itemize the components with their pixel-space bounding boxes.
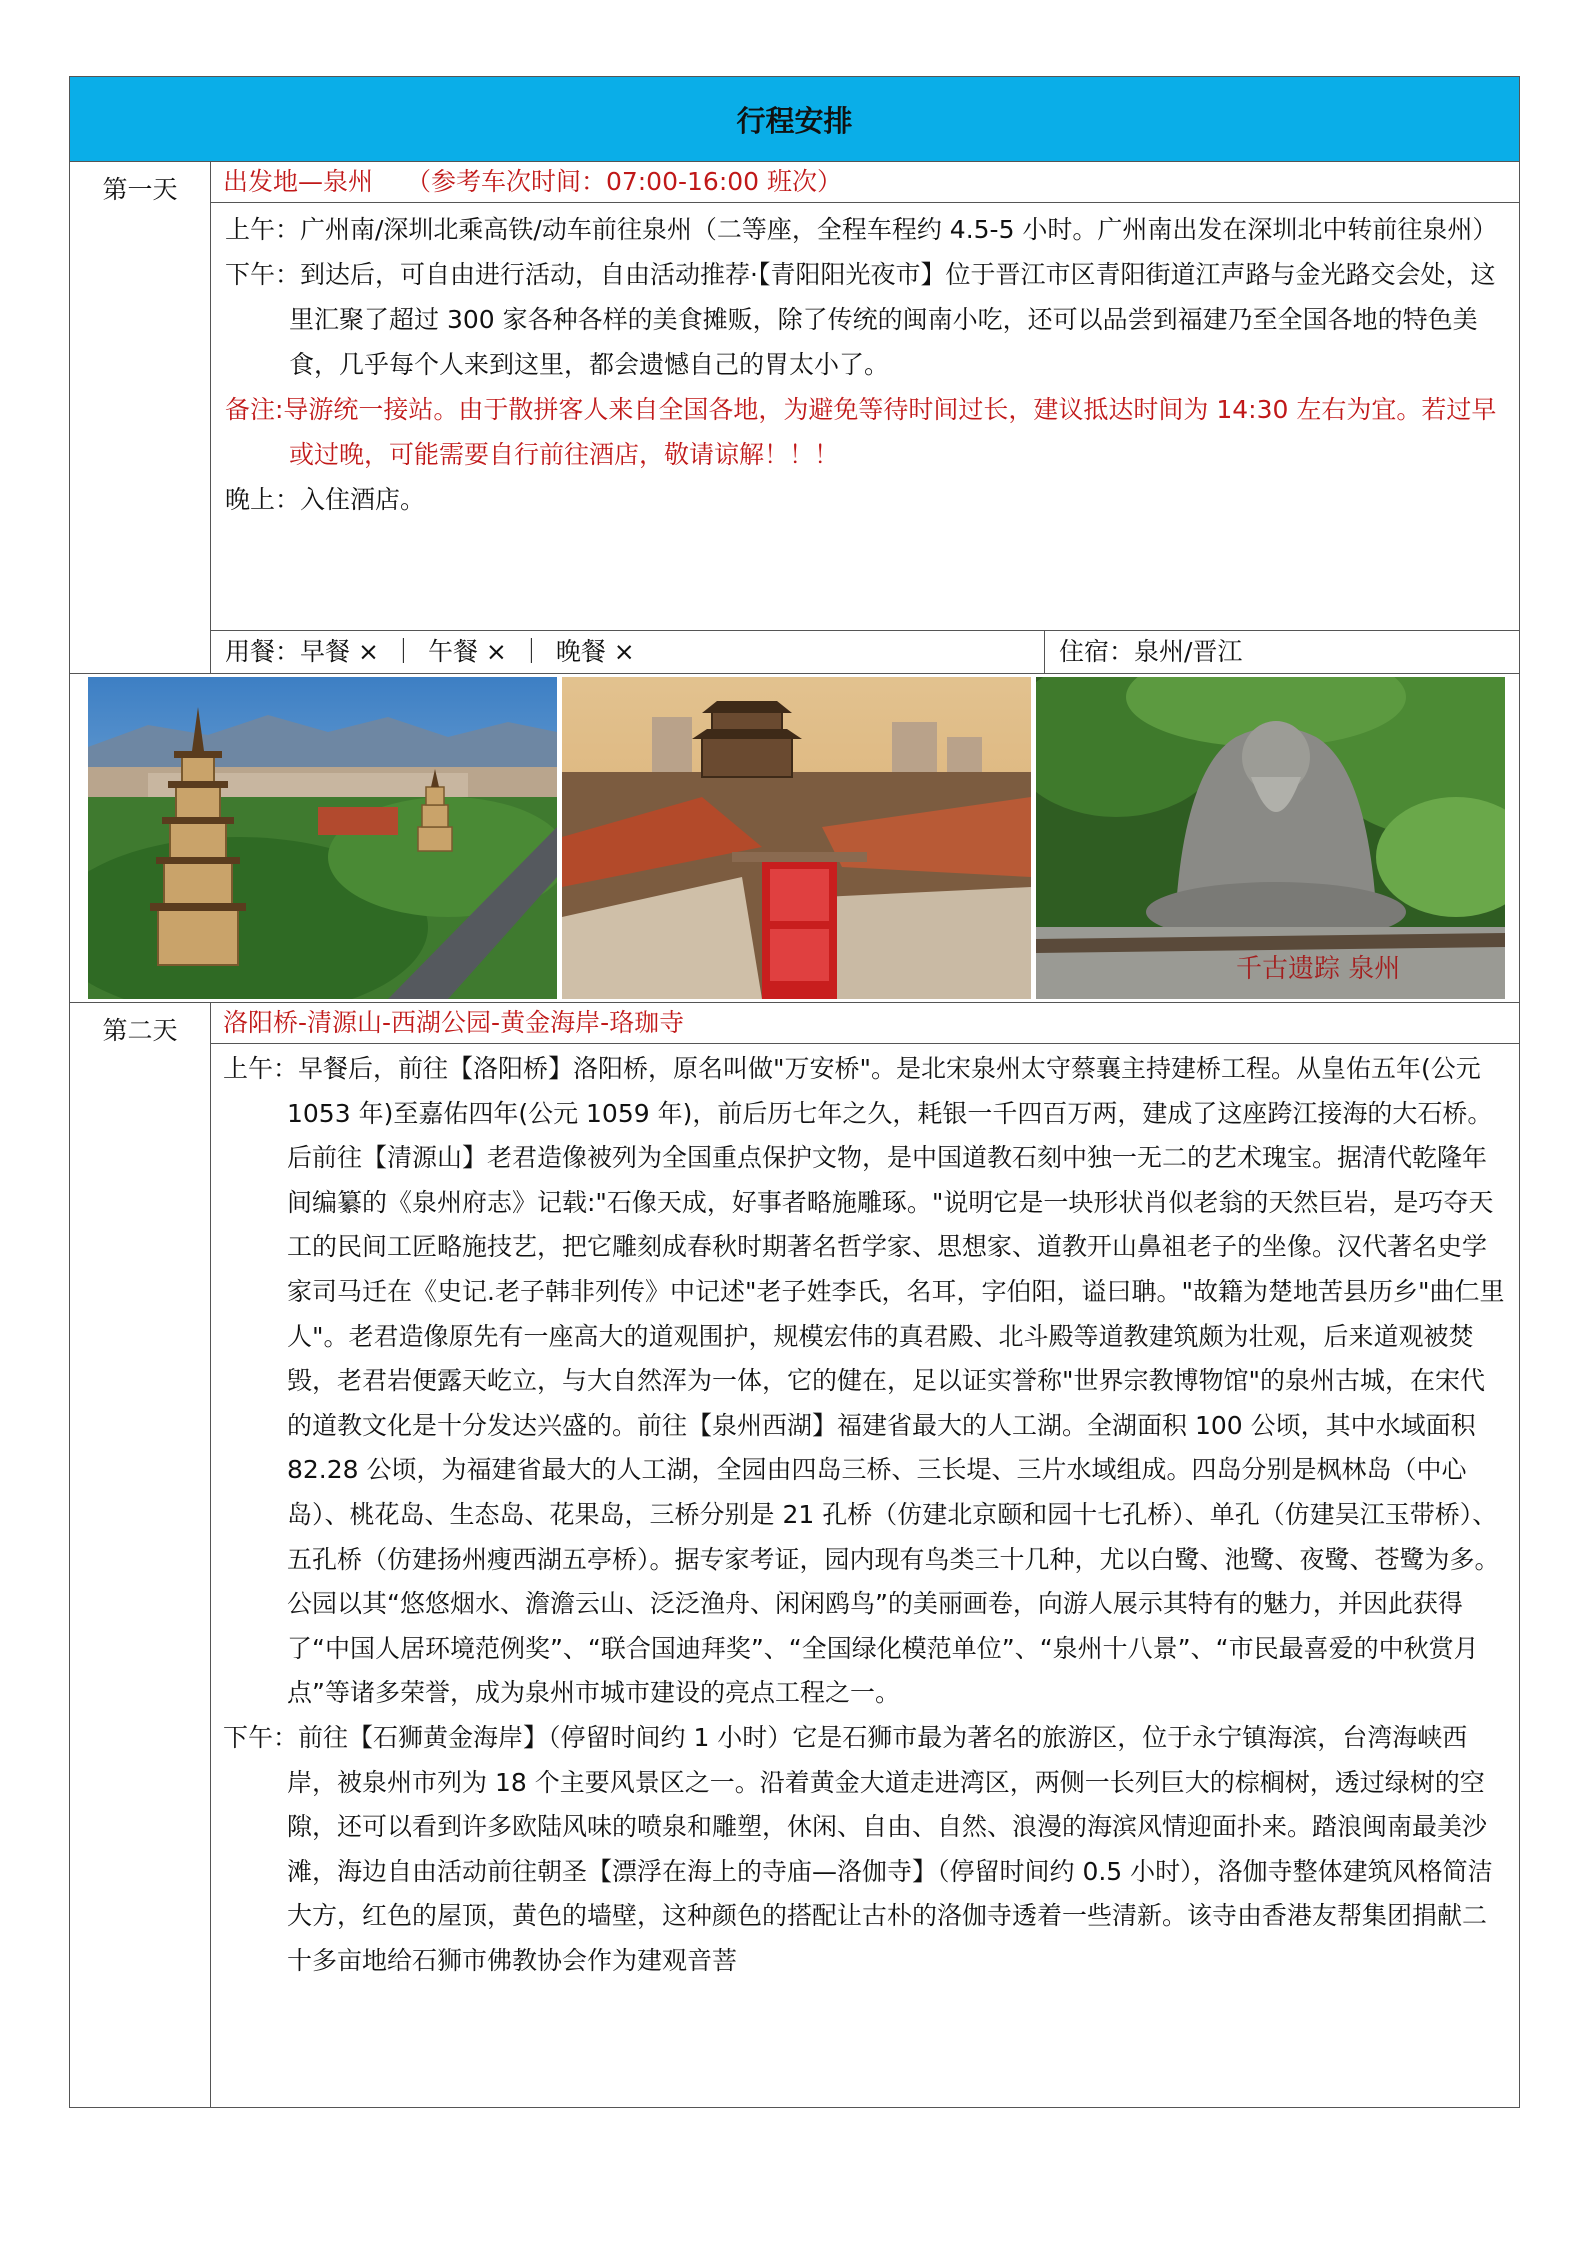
day2-label: 第二天 [70,1003,211,2108]
day2-afternoon: 下午：前往【石狮黄金海岸】（停留时间约 1 小时）它是石狮市最为著名的旅游区，位于永宁镇海滨，台湾海峡西岸，被泉州市列为 18 个主要风景区之一。沿着黄金大道走进湾区，两侧一长列巨大的棕榈树，透过绿树的空隙，还可以看到许多欧陆风味的喷泉和雕塑，休闲、自由、自然、浪漫的海滨风情迎面扑来。踏浪闽南最美沙滩，海边自由活动前往朝圣【漂浮在海上的寺庙—洛伽寺】（停留时间约 0.5 小时），洛伽寺整体建筑风格简洁大方，红色的屋顶，黄色的墙壁，这种颜色的搭配让古朴的洛伽寺透着一些清新。该寺由香港友帮集团捐献二十多亩地给石狮市佛教协会作为建观音菩 [223,1722,1493,1975]
day2-details [211,1044,1520,2108]
photo-kaiyuan-pagodas [88,677,557,999]
day1-label: 第一天 [70,162,211,674]
day1-lodging: 住宿：泉州/晋江 [1045,631,1520,674]
day2-morning: 上午：早餐后，前往【洛阳桥】洛阳桥，原名叫做"万安桥"。是北宋泉州太守蔡襄主持建桥工程。从皇佑五年(公元 1053 年)至嘉佑四年(公元 1059 年)，前后历七年之久，耗银一千四百万两，建成了这座跨江接海的大石桥。后前往【清源山】老君造像被列为全国重点保护文物，是中国道教石刻中独一无二的艺术瑰宝。据清代乾隆年间编纂的《泉州府志》记载:"石像天成，好事者略施雕琢。"说明它是一块形状肖似老翁的天然巨岩，是巧夺天工的民间工匠略施技艺，把它雕刻成春秋时期著名哲学家、思想家、道教开山鼻祖老子的坐像。汉代著名史学家司马迁在《史记.老子韩非列传》中记述"老子姓李氏，名耳，字伯阳，谥曰聃。"故籍为楚地苦县历乡"曲仁里人"。老君造像原先有一座高大的道观围护，规模宏伟的真君殿、北斗殿等道教建筑颇为壮观，后来道观被焚毁，老君岩便露天屹立，与大自然浑为一体，它的健在，足以证实誉称"世界宗教博物馆"的泉州古城，在宋代的道教文化是十分发达兴盛的。前往【泉州西湖】福建省最大的人工湖。全湖面积 100 公顷，其中水域面积 82.28 公顷，为福建省最大的人工湖，全园由四岛三桥、三长堤、三片水域组成。四岛分别是枫林岛（中心岛）、桃花岛、生态岛、花果岛，三桥分别是 21 孔桥（仿建北京颐和园十七孔桥）、单孔（仿建吴江玉带桥）、五孔桥（仿建扬州瘦西湖五亭桥）。据专家考证，园内现有鸟类三十几种，尤以白鹭、池鹭、夜鹭、苍鹭为多。公园以其“悠悠烟水、澹澹云山、泛泛渔舟、闲闲鸥鸟”的美丽画卷，向游人展示其特有的魅力，并因此获得了“中国人居环境范例奖”、“联合国迪拜奖”、“全国绿化模范单位”、“泉州十八景”、“市民最喜爱的中秋赏月点”等诸多荣誉，成为泉州市城市建设的亮点工程之一。 [223,1054,1505,1708]
photo-laojun-statue [1036,677,1505,999]
itinerary-table [69,76,1520,2108]
day1-route: 出发地—泉州 （参考车次时间：07:00-16:00 班次） [211,162,1520,203]
lunch-status: 午餐 × [427,637,507,666]
itinerary-title: 行程安排 [70,77,1520,162]
day1-note: 备注:导游统一接站。由于散拼客人来自全国各地，为避免等待时间过长，建议抵达时间为 14:30 左右为宜。若过早或过晚，可能需要自行前往酒店，敬请谅解！！！ [225,395,1497,469]
photo-quanzhou-city [562,677,1031,999]
dinner-status: 晚餐 × [555,637,635,666]
day1-morning: 上午：广州南/深圳北乘高铁/动车前往泉州（二等座，全程车程约 4.5-5 小时。广州南出发在深圳北中转前往泉州） [225,215,1498,244]
day1-meals [211,631,1045,674]
breakfast-status: 早餐 × [300,637,379,666]
statue-inscription: 千古遗踪 泉州 [1236,954,1401,984]
meal-separator: ｜ [390,637,416,666]
meals-label: 用餐： [225,637,301,666]
photo-strip [70,674,1520,1003]
day1-details [211,203,1520,631]
day1-afternoon: 下午：到达后，可自由进行活动，自由活动推荐·【青阳阳光夜市】位于晋江市区青阳街道江声路与金光路交会处，这里汇聚了超过 300 家各种各样的美食摊贩，除了传统的闽南小吃，还可以品尝到福建乃至全国各地的特色美食，几乎每个人来到这里，都会遗憾自己的胃太小了。 [225,260,1496,379]
day2-route: 洛阳桥-清源山-西湖公园-黄金海岸-珞珈寺 [211,1003,1520,1044]
day1-evening: 晚上：入住酒店。 [225,485,426,514]
itinerary-page [69,76,1519,2108]
meal-separator: ｜ [518,637,544,666]
